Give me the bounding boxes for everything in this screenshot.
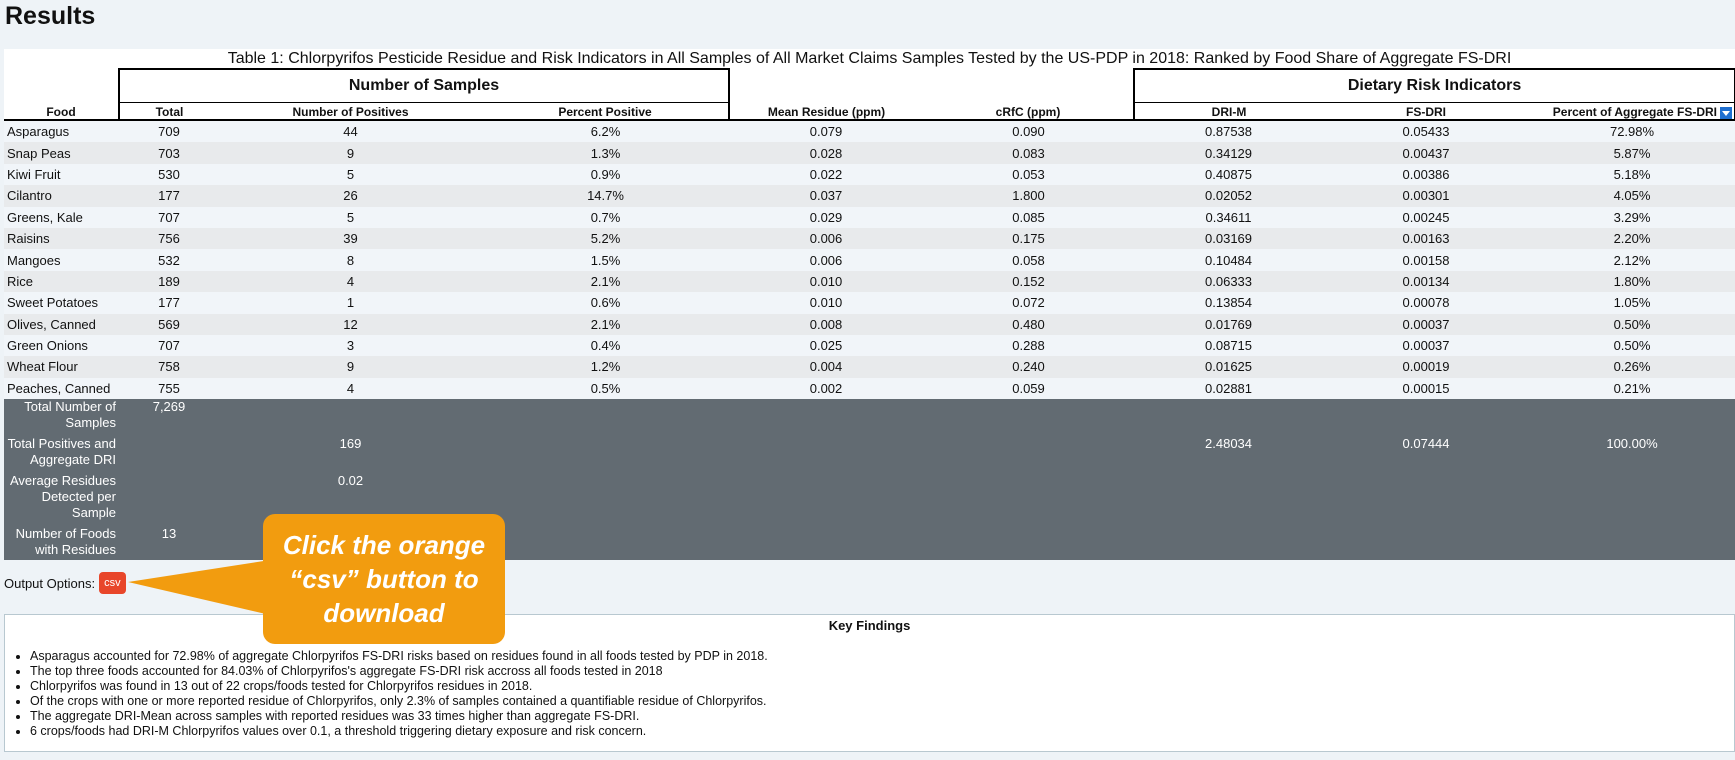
cell-fs-dri: 0.00037 [1402,316,1450,332]
cell-food: Asparagus [7,124,70,140]
col-header-pct-aggregate[interactable] [1529,103,1735,121]
summary-row-total-samples [4,399,1735,436]
output-options [4,572,126,594]
table-row [4,142,1735,163]
table-row [4,249,1735,270]
cell-percent-positive: 6.2% [590,124,621,140]
cell-food: Olives, Canned [7,316,96,332]
cell-crfc: 0.288 [1012,338,1045,354]
cell-total: 569 [158,316,180,332]
table-row [4,378,1735,399]
cell-food: Rice [7,273,34,289]
cell-food: Mangoes [7,252,61,268]
summary-value-total-samples: 7,269 [152,399,186,415]
cell-food: Snap Peas [7,145,71,161]
cell-positives: 9 [346,359,355,375]
results-table-container [4,49,1735,560]
cell-positives: 5 [346,209,355,225]
summary-row-total-positives [4,436,1735,473]
table-row [4,356,1735,377]
cell-crfc: 0.090 [1012,124,1045,140]
cell-mean-residue: 0.006 [809,231,843,247]
cell-percent-positive: 2.1% [590,316,621,332]
table-row [4,164,1735,185]
cell-pct-aggregate: 0.50% [1613,316,1651,332]
cell-positives: 44 [343,124,358,140]
cell-mean-residue: 0.002 [809,380,843,396]
key-finding-item: • Chlorpyrifos was found in 13 out of 22 crops/foods tested for Chlorpyrifos residues in 2018. [30,679,1734,694]
cell-dri-m: 0.40875 [1205,166,1253,182]
cell-percent-positive: 0.5% [590,380,621,396]
cell-total: 532 [158,252,180,268]
cell-fs-dri: 0.00019 [1402,359,1450,375]
cell-dri-m: 0.34129 [1205,145,1253,161]
cell-percent-positive: 5.2% [590,231,621,247]
summary-value-aggregate-dri-m: 2.48034 [1205,436,1253,452]
cell-mean-residue: 0.028 [809,145,843,161]
cell-total: 707 [158,209,180,225]
table-caption: Table 1: Chlorpyrifos Pesticide Residue and Risk Indicators in All Samples of All Market Claims Samples Tested by the US-PDP in 2018: Ranked by Food Share of Aggregate FS-DRI [227,50,1512,67]
cell-fs-dri: 0.00037 [1402,338,1450,354]
results-table [4,68,1735,560]
callout-arrow [128,560,270,615]
cell-percent-positive: 2.1% [590,273,621,289]
summary-row-avg-residues [4,473,1735,526]
cell-mean-residue: 0.037 [809,188,843,204]
cell-crfc: 0.175 [1012,231,1045,247]
col-header-food[interactable]: Food [4,103,119,121]
cell-dri-m: 0.03169 [1205,231,1253,247]
cell-pct-aggregate: 1.80% [1613,273,1651,289]
cell-fs-dri: 0.00437 [1402,145,1450,161]
cell-mean-residue: 0.006 [809,252,843,268]
key-finding-item: • The top three foods accounted for 84.03% of Chlorpyrifos's aggregate FS-DRI risk accross all foods tested in 2018 [30,664,1734,679]
cell-positives: 9 [346,145,355,161]
cell-crfc: 0.240 [1012,359,1045,375]
output-options-label: Output Options: [4,575,96,591]
summary-value-avg-residues: 0.02 [337,473,364,489]
cell-pct-aggregate: 2.12% [1613,252,1651,268]
cell-food: Peaches, Canned [7,380,111,396]
cell-dri-m: 0.01625 [1205,359,1253,375]
cell-pct-aggregate: 2.20% [1613,231,1651,247]
cell-percent-positive: 14.7% [587,188,624,204]
cell-dri-m: 0.87538 [1205,124,1253,140]
cell-mean-residue: 0.025 [809,338,843,354]
cell-dri-m: 0.01769 [1205,316,1253,332]
cell-total: 530 [158,166,180,182]
cell-pct-aggregate: 5.18% [1613,166,1651,182]
cell-total: 755 [158,380,180,396]
cell-total: 177 [158,188,180,204]
col-header-crfc[interactable]: cRfC (ppm) [923,103,1134,121]
cell-crfc: 0.058 [1012,252,1045,268]
cell-dri-m: 0.13854 [1205,295,1253,311]
cell-pct-aggregate: 1.05% [1613,295,1651,311]
cell-fs-dri: 0.00134 [1402,273,1450,289]
cell-fs-dri: 0.00015 [1402,380,1450,396]
cell-positives: 4 [346,380,355,396]
cell-fs-dri: 0.00301 [1402,188,1450,204]
cell-pct-aggregate: 0.26% [1613,359,1651,375]
cell-food: Cilantro [7,188,52,204]
cell-mean-residue: 0.079 [809,124,843,140]
cell-crfc: 0.085 [1012,209,1045,225]
instruction-callout [263,514,505,644]
cell-percent-positive: 0.9% [590,166,621,182]
summary-value-foods-with-residues: 13 [161,526,177,542]
cell-positives: 4 [346,273,355,289]
sort-down-icon[interactable] [1720,107,1732,119]
col-header-fs-dri[interactable]: FS-DRI [1323,103,1529,121]
col-header-total[interactable]: Total [119,103,219,121]
cell-mean-residue: 0.010 [809,273,843,289]
cell-food: Wheat Flour [7,359,78,375]
cell-mean-residue: 0.022 [809,166,843,182]
summary-value-total-positives: 169 [339,436,362,452]
key-finding-item: • Asparagus accounted for 72.98% of aggregate Chlorpyrifos FS-DRI risks based on residues found in all foods tested by PDP in 2018. [30,649,1734,664]
group-header-samples: Number of Samples [119,69,729,103]
cell-total: 189 [158,273,180,289]
summary-value-aggregate-pct: 100.00% [1606,436,1658,452]
cell-crfc: 1.800 [1012,188,1045,204]
cell-total: 709 [158,124,180,140]
cell-percent-positive: 1.2% [590,359,621,375]
cell-total: 756 [158,231,180,247]
table-row [4,120,1735,142]
summary-label: Total Number of Samples [24,399,116,431]
cell-dri-m: 0.34611 [1205,209,1252,225]
table-row [4,314,1735,335]
cell-pct-aggregate: 0.21% [1613,380,1651,396]
group-header-risk: Dietary Risk Indicators [1134,69,1735,103]
cell-fs-dri: 0.05433 [1402,124,1450,140]
cell-dri-m: 0.08715 [1205,338,1253,354]
table-row [4,207,1735,228]
key-finding-item: • The aggregate DRI-Mean across samples with reported residues was 33 times higher than aggregate FS-DRI. [30,709,1734,724]
header-spacer [4,69,119,103]
col-header-percent-positive[interactable]: Percent Positive [482,103,729,121]
csv-download-button[interactable]: csv [99,572,126,594]
cell-fs-dri: 0.00163 [1402,231,1450,247]
cell-mean-residue: 0.029 [809,209,843,225]
key-finding-item: • Of the crops with one or more reported residue of Chlorpyrifos, only 2.3% of samples contained a quantifiable residue of Chlorpyrifos. [30,694,1734,709]
col-header-positives[interactable]: Number of Positives [219,103,482,121]
cell-percent-positive: 0.4% [590,338,621,354]
key-findings-title: Key Findings [828,618,911,633]
cell-crfc: 0.083 [1012,145,1045,161]
table-body [4,120,1735,399]
summary-label: Average Residues Detected per Sample [10,473,116,521]
cell-food: Sweet Potatoes [7,295,99,311]
table-row [4,185,1735,206]
cell-pct-aggregate: 72.98% [1609,124,1655,140]
page-title: Results [5,2,96,30]
col-header-pct-aggregate-label: Percent of Aggregate FS-DRI [1552,105,1718,119]
cell-percent-positive: 1.5% [590,252,621,268]
summary-label: Total Positives and Aggregate DRI [7,436,116,468]
col-header-mean-residue[interactable]: Mean Residue (ppm) [729,103,923,121]
cell-positives: 26 [343,188,358,204]
callout-text: Click the orange “csv” button to download [282,530,486,628]
table-row [4,228,1735,249]
cell-positives: 39 [343,231,358,247]
summary-value-aggregate-fs-dri: 0.07444 [1402,436,1450,452]
cell-total: 177 [158,295,180,311]
cell-total: 703 [158,145,180,161]
cell-fs-dri: 0.00078 [1402,295,1450,311]
cell-crfc: 0.053 [1012,166,1045,182]
table-row [4,335,1735,356]
key-findings-list [5,649,1734,739]
cell-food: Kiwi Fruit [7,166,61,182]
cell-total: 707 [158,338,180,354]
cell-pct-aggregate: 4.05% [1613,188,1651,204]
col-header-dri-m[interactable]: DRI-M [1134,103,1323,121]
cell-fs-dri: 0.00245 [1402,209,1450,225]
cell-positives: 1 [346,295,355,311]
cell-crfc: 0.072 [1012,295,1045,311]
header-spacer [729,69,1134,103]
key-finding-item: • 6 crops/foods had DRI-M Chlorpyrifos values over 0.1, a threshold triggering dietary exposure and risk concern. [30,724,1734,739]
table-row [4,292,1735,313]
cell-pct-aggregate: 3.29% [1613,209,1651,225]
cell-pct-aggregate: 0.50% [1613,338,1651,354]
cell-mean-residue: 0.010 [809,295,843,311]
cell-dri-m: 0.02881 [1205,380,1253,396]
cell-fs-dri: 0.00386 [1402,166,1450,182]
cell-crfc: 0.480 [1012,316,1045,332]
cell-crfc: 0.059 [1012,380,1045,396]
table-row [4,271,1735,292]
cell-mean-residue: 0.004 [809,359,843,375]
cell-total: 758 [158,359,180,375]
cell-percent-positive: 0.6% [590,295,621,311]
cell-positives: 12 [343,316,358,332]
cell-positives: 3 [346,338,355,354]
cell-positives: 5 [346,166,355,182]
cell-food: Raisins [7,231,50,247]
summary-label: Number of Foods with Residues [15,526,116,558]
cell-crfc: 0.152 [1012,273,1045,289]
cell-percent-positive: 0.7% [590,209,621,225]
cell-dri-m: 0.06333 [1205,273,1253,289]
cell-food: Greens, Kale [7,209,83,225]
cell-positives: 8 [346,252,355,268]
cell-food: Green Onions [7,338,88,354]
cell-dri-m: 0.10484 [1205,252,1253,268]
cell-fs-dri: 0.00158 [1402,252,1450,268]
cell-dri-m: 0.02052 [1205,188,1253,204]
cell-percent-positive: 1.3% [590,145,621,161]
cell-mean-residue: 0.008 [809,316,843,332]
cell-pct-aggregate: 5.87% [1613,145,1651,161]
